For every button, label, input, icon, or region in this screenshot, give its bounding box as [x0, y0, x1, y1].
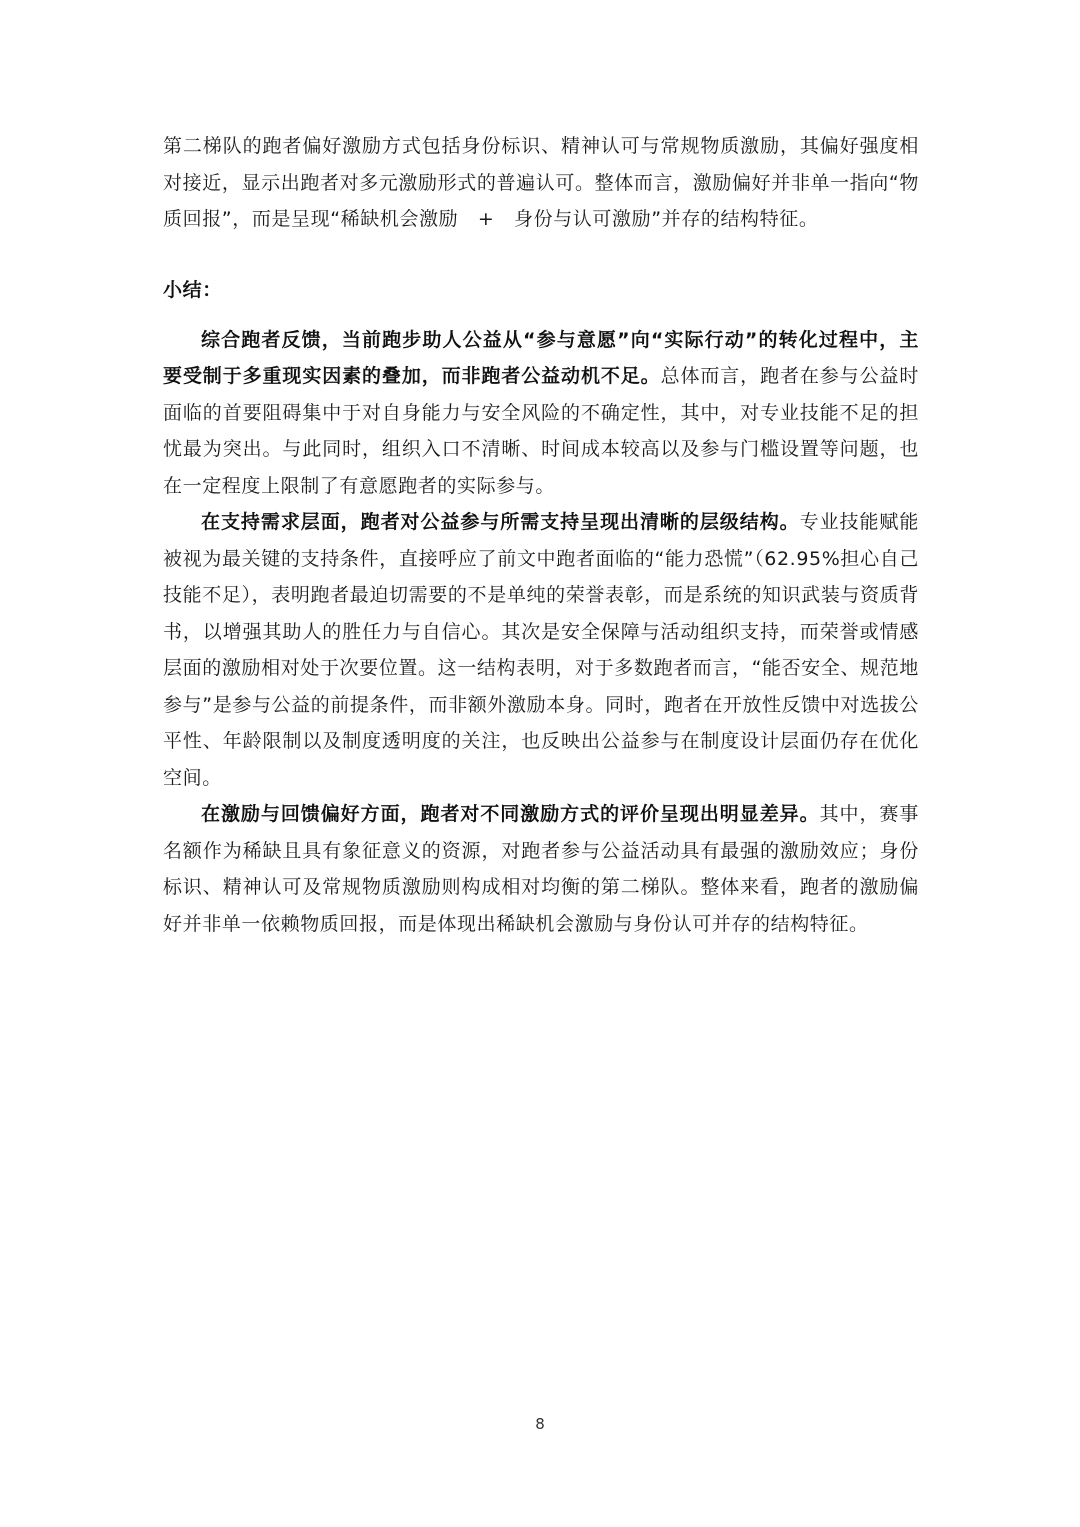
summary-paragraph-1-lead: 综合跑者反馈，当前跑步助人公益从“参与意愿”向“实际行动”的转化过程中，主要受制于多重现实因素的叠加，而非跑者公益动机不足。	[163, 328, 919, 387]
summary-paragraph-1	[163, 322, 919, 505]
summary-paragraph-2	[163, 504, 919, 796]
summary-heading: 小结：	[163, 278, 222, 301]
page-number: 8	[535, 1415, 545, 1433]
summary-paragraph-3-lead: 在激励与回馈偏好方面，跑者对不同激励方式的评价呈现出明显差异。	[201, 803, 820, 825]
document-body	[163, 128, 919, 942]
summary-paragraph-3-body: 其中，赛事名额作为稀缺且具有象征意义的资源，对跑者参与公益活动具有最强的激励效应；身份标识、精神认可及常规物质激励则构成相对均衡的第二梯队。整体来看，跑者的激励偏好并非单一依赖物质回报，而是体现出稀缺机会激励与身份认可并存的结构特征。	[163, 803, 919, 935]
summary-paragraph-2-lead: 在支持需求层面，跑者对公益参与所需支持呈现出清晰的层级结构。	[201, 511, 800, 533]
summary-paragraph-1-body: 总体而言，跑者在参与公益时面临的首要阻碍集中于对自身能力与安全风险的不确定性，其中，对专业技能不足的担忧最为突出。与此同时，组织入口不清晰、时间成本较高以及参与门槛设置等问题，也在一定程度上限制了有意愿跑者的实际参与。	[163, 365, 919, 497]
summary-paragraph-3	[163, 796, 919, 942]
intro-paragraph: 第二梯队的跑者偏好激励方式包括身份标识、精神认可与常规物质激励，其偏好强度相对接近，显示出跑者对多元激励形式的普遍认可。整体而言，激励偏好并非单一指向“物质回报”，而是呈现“稀缺机会激励 + 身份与认可激励”并存的结构特征。	[163, 135, 919, 230]
summary-paragraph-2-body: 专业技能赋能被视为最关键的支持条件，直接呼应了前文中跑者面临的“能力恐慌”（62.95%担心自己技能不足），表明跑者最迫切需要的不是单纯的荣誉表彰，而是系统的知识武装与资质背书，以增强其助人的胜任力与自信心。其次是安全保障与活动组织支持，而荣誉或情感层面的激励相对处于次要位置。这一结构表明，对于多数跑者而言，“能否安全、规范地参与”是参与公益的前提条件，而非额外激励本身。同时，跑者在开放性反馈中对选拔公平性、年龄限制以及制度透明度的关注，也反映出公益参与在制度设计层面仍存在优化空间。	[163, 511, 919, 789]
